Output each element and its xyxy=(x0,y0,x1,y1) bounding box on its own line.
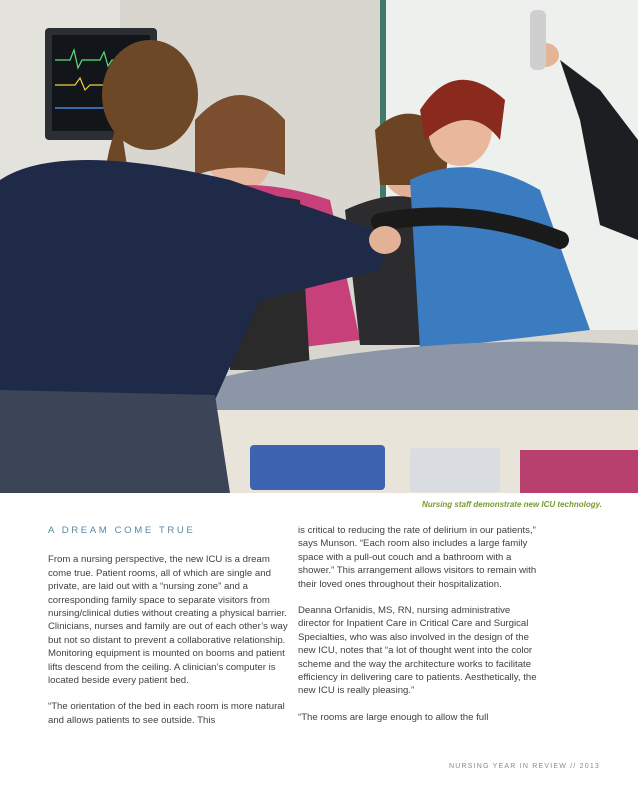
paragraph: From a nursing perspective, the new ICU is a dream come true. Patient rooms, all of which are single and private, are laid out with a “nursing zone” and a corresponding family space to separate visitors from nursing/clinical duties without creating a physical barrier. Clinicians, nurses and family are out of each other’s way but not so distant to prevent a collaborative relationship. Monitoring equipment is mounted on booms and patient lifts descend from the ceiling. A clinician’s computer is located beside every patient bed. xyxy=(48,554,288,687)
paragraph: “The orientation of the bed in each room is more natural and allows patients to see outside. This xyxy=(48,701,285,726)
section-heading: A DREAM COME TRUE xyxy=(48,525,196,536)
page-footer: NURSING YEAR IN REVIEW // 2013 xyxy=(448,763,600,770)
article-column-left xyxy=(48,524,288,740)
article-column-right xyxy=(298,524,538,737)
paragraph: Deanna Orfanidis, MS, RN, nursing administrative director for Inpatient Care in Critical Care and Surgical Specialties, who was also involved in the design of the new ICU, notes that “a lot of thought went into the color scheme and the way the architecture works to facilitate efficiency in delivering care to patients. Aesthetically, the new ICU is really pleasing.” xyxy=(298,605,537,697)
paragraph: is critical to reducing the rate of delirium in our patients,” says Munson. “Each room also includes a large family space with a pull-out couch and a bathroom with a shower.” This arrangement allows visitors to remain with their loved ones throughout their hospitalization. xyxy=(298,525,537,590)
paragraph: “The rooms are large enough to allow the full xyxy=(298,711,489,723)
photo-caption: Nursing staff demonstrate new ICU technology. xyxy=(421,500,602,509)
